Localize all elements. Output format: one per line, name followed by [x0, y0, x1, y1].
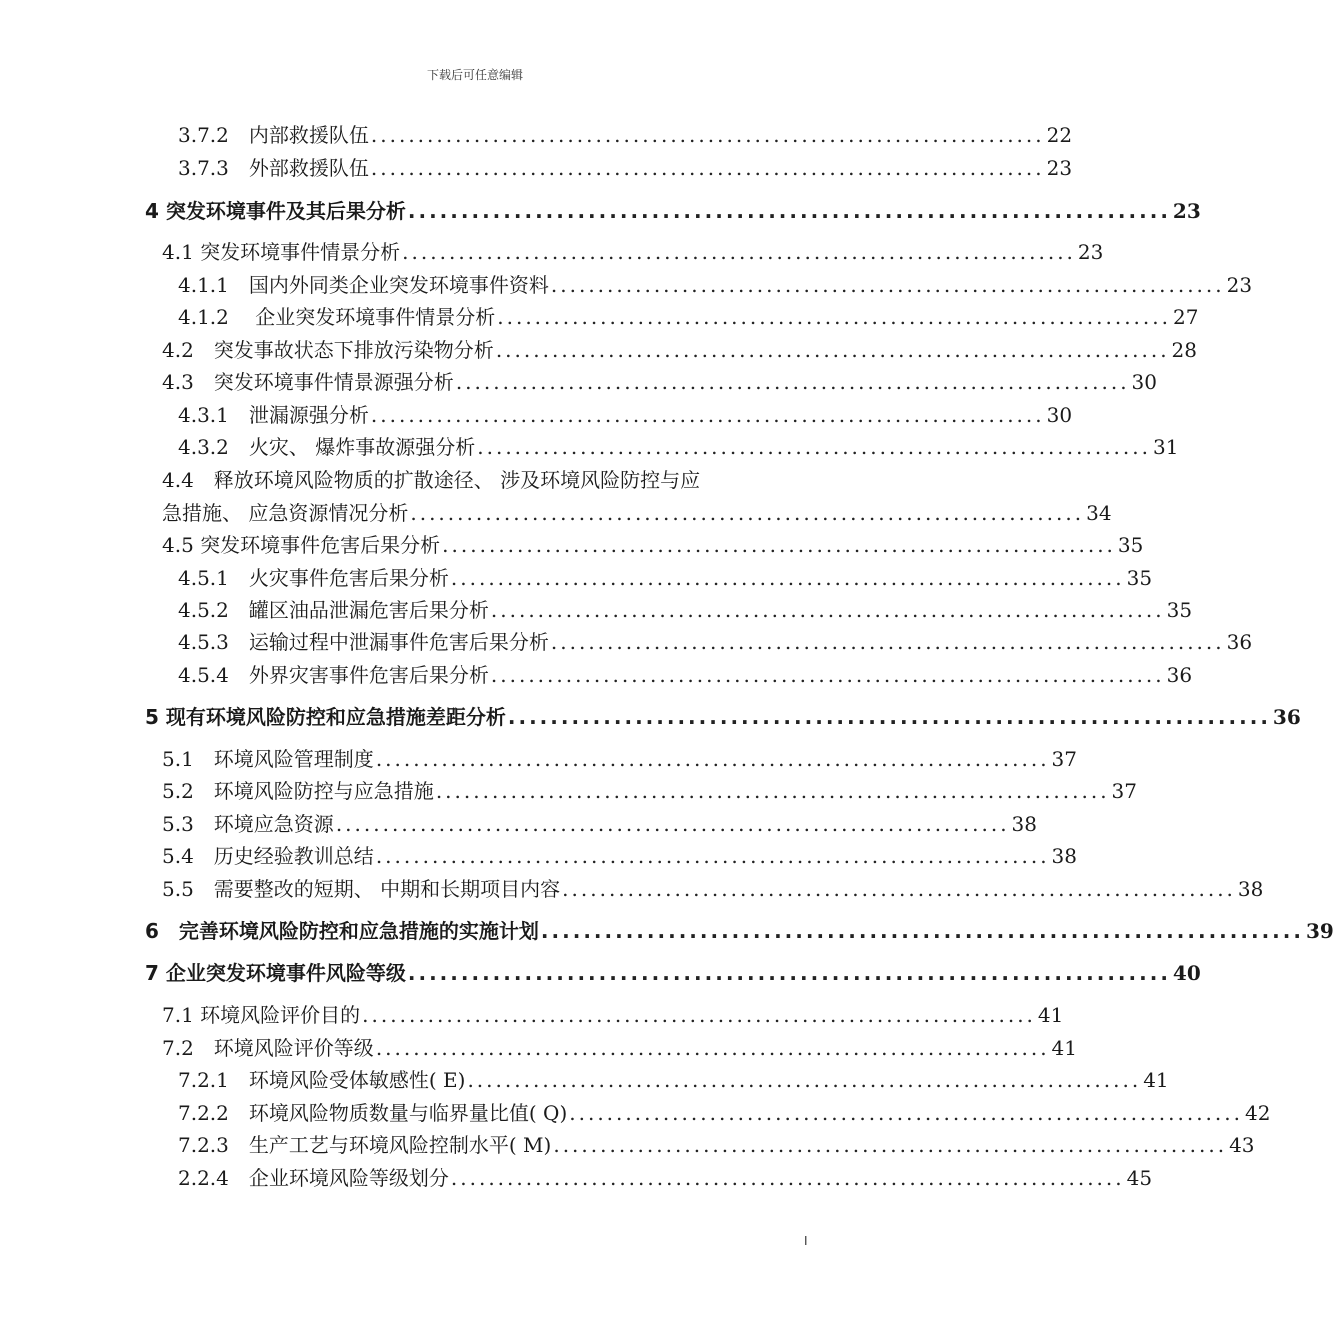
toc-page-number: 41	[1051, 1036, 1077, 1060]
toc-entry-label: 5.1 环境风险管理制度	[162, 747, 374, 771]
toc-entry-7-2[interactable]	[162, 1034, 1077, 1062]
toc-entry-label: 4.3.1 泄漏源强分析	[178, 403, 369, 427]
toc-page-number: 35	[1166, 598, 1193, 622]
toc-entry-7-2-1[interactable]	[178, 1066, 1169, 1094]
toc-dot-leader: ........................................................................	[562, 877, 1236, 901]
toc-dot-leader: ........................................................................	[550, 273, 1225, 297]
toc-dot-leader: ........................................................................	[550, 630, 1225, 654]
toc-dot-leader: ........................................................................	[410, 501, 1085, 525]
toc-entry-label: 7.2 环境风险评价等级	[162, 1036, 374, 1060]
toc-entry-label: 7 企业突发环境事件风险等级	[145, 961, 406, 985]
toc-entry-label: 5.2 环境风险防控与应急措施	[162, 779, 434, 803]
toc-dot-leader: ........................................................................	[442, 533, 1116, 557]
toc-page-number: 28	[1171, 338, 1197, 362]
toc-dot-leader: ........................................................................	[553, 1133, 1228, 1157]
toc-entry-label: 7.2.3 生产工艺与环境风险控制水平( M)	[178, 1133, 552, 1157]
toc-entry-label: 5.3 环境应急资源	[162, 812, 334, 836]
toc-entry-label: 4.3.2 火灾、 爆炸事故源强分析	[178, 435, 476, 459]
toc-page-number: 39	[1305, 919, 1334, 943]
toc-dot-leader: ........................................................................	[490, 663, 1165, 687]
toc-dot-leader: ........................................................................	[569, 1101, 1243, 1125]
toc-dot-leader: ........................................................................	[477, 435, 1151, 459]
page-number: I	[804, 1234, 808, 1248]
toc-entry-label: 5.4 历史经验教训总结	[162, 844, 374, 868]
toc-dot-leader: ........................................................................	[407, 961, 1171, 985]
toc-page-number: 43	[1229, 1133, 1255, 1157]
toc-dot-leader: ........................................................................	[375, 1036, 1050, 1060]
toc-entry-5-2[interactable]	[162, 777, 1137, 805]
toc-entry-4-4-line2[interactable]	[162, 499, 1112, 527]
toc-entry-4-1-1[interactable]	[178, 271, 1253, 299]
toc-entry-3-7-3[interactable]	[178, 154, 1073, 182]
toc-entry-label: 3.7.2 内部救援队伍	[178, 123, 369, 147]
toc-page-number: 38	[1237, 877, 1264, 901]
toc-page-number: 37	[1111, 779, 1137, 803]
toc-dot-leader: ........................................................................	[497, 305, 1171, 329]
toc-entry-7-1[interactable]	[162, 1001, 1064, 1029]
toc-dot-leader: ........................................................................	[370, 403, 1045, 427]
toc-page-number: 41	[1143, 1068, 1169, 1092]
toc-dot-leader: ........................................................................	[402, 240, 1076, 264]
toc-page-number: 36	[1166, 663, 1193, 687]
toc-entry-4-5[interactable]	[162, 531, 1144, 559]
toc-page-number: 30	[1131, 370, 1157, 394]
toc-entry-6[interactable]	[145, 917, 1334, 945]
toc-entry-label: 5 现有环境风险防控和应急措施差距分析	[145, 705, 506, 729]
toc-entry-label: 7.1 环境风险评价目的	[162, 1003, 361, 1027]
toc-page-number: 41	[1037, 1003, 1064, 1027]
toc-page-number: 36	[1272, 705, 1301, 729]
toc-page-number: 27	[1172, 305, 1199, 329]
toc-entry-4-5-1[interactable]	[178, 564, 1153, 592]
toc-page-number: 35	[1126, 566, 1153, 590]
toc-page-number: 38	[1051, 844, 1077, 868]
toc-entry-4-3-1[interactable]	[178, 401, 1073, 429]
toc-entry-5-5[interactable]	[162, 875, 1264, 903]
toc-entry-label: 4.5.3 运输过程中泄漏事件危害后果分析	[178, 630, 549, 654]
toc-dot-leader: ........................................................................	[375, 844, 1050, 868]
toc-entry-7-2-2[interactable]	[178, 1099, 1271, 1127]
toc-page-number: 22	[1046, 123, 1073, 147]
toc-entry-label: 7.2.2 环境风险物质数量与临界量比值( Q)	[178, 1101, 568, 1125]
toc-entry-label: 4.2 突发事故状态下排放污染物分析	[162, 338, 494, 362]
toc-dot-leader: ........................................................................	[455, 370, 1130, 394]
page-header: 下载后可任意编辑	[426, 68, 523, 82]
toc-entry-4-1[interactable]	[162, 238, 1104, 266]
toc-entry-label: 4.1 突发环境事件情景分析	[162, 240, 401, 264]
toc-entry-label: 急措施、 应急资源情况分析	[162, 501, 409, 525]
toc-entry-4-5-3[interactable]	[178, 628, 1253, 656]
toc-dot-leader: ........................................................................	[450, 566, 1125, 590]
toc-page-number: 42	[1244, 1101, 1271, 1125]
toc-page-number: 35	[1117, 533, 1144, 557]
toc-page-number: 31	[1152, 435, 1179, 459]
toc-entry-label: 4.1.2 企业突发环境事件情景分析	[178, 305, 496, 329]
toc-dot-leader: ........................................................................	[370, 123, 1045, 147]
toc-dot-leader: ........................................................................	[435, 779, 1110, 803]
toc-entry-label: 4.1.1 国内外同类企业突发环境事件资料	[178, 273, 549, 297]
toc-dot-leader: ........................................................................	[467, 1068, 1142, 1092]
toc-entry-label: 2.2.4 企业环境风险等级划分	[178, 1166, 449, 1190]
toc-entry-label: 3.7.3 外部救援队伍	[178, 156, 369, 180]
toc-page-number: 45	[1126, 1166, 1153, 1190]
toc-dot-leader: ........................................................................	[362, 1003, 1036, 1027]
toc-page-number: 40	[1172, 961, 1201, 985]
toc-page-number: 37	[1051, 747, 1077, 771]
toc-dot-leader: ........................................................................	[507, 705, 1271, 729]
toc-dot-leader: ........................................................................	[495, 338, 1170, 362]
toc-entry-label: 5.5 需要整改的短期、 中期和长期项目内容	[162, 877, 561, 901]
toc-entry-label: 4.5.4 外界灾害事件危害后果分析	[178, 663, 489, 687]
toc-entry-label: 4 突发环境事件及其后果分析	[145, 199, 406, 223]
toc-entry-label: 4.3 突发环境事件情景源强分析	[162, 370, 454, 394]
toc-entry-4-3[interactable]	[162, 368, 1157, 396]
toc-entry-4-3-2[interactable]	[178, 433, 1179, 461]
toc-page-number: 23	[1046, 156, 1073, 180]
toc-page-number: 23	[1226, 273, 1253, 297]
toc-entry-5-4[interactable]	[162, 842, 1077, 870]
toc-dot-leader: ........................................................................	[450, 1166, 1125, 1190]
toc-entry-2-2-4[interactable]	[178, 1164, 1153, 1192]
toc-dot-leader: ........................................................................	[375, 747, 1050, 771]
toc-dot-leader: ........................................................................	[407, 199, 1171, 223]
toc-entry-4-2[interactable]	[162, 336, 1197, 364]
toc-entry-7-2-3[interactable]	[178, 1131, 1255, 1159]
toc-page-number: 30	[1046, 403, 1073, 427]
toc-entry-4[interactable]	[145, 197, 1201, 225]
toc-entry-7[interactable]	[145, 959, 1201, 987]
toc-entry-4-1-2[interactable]	[178, 303, 1199, 331]
toc-entry-label: 4.5.1 火灾事件危害后果分析	[178, 566, 449, 590]
toc-entry-5-1[interactable]	[162, 745, 1077, 773]
toc-entry-label: 7.2.1 环境风险受体敏感性( E)	[178, 1068, 466, 1092]
toc-dot-leader: ........................................................................	[370, 156, 1045, 180]
toc-entry-4-4-line1[interactable]: 4.4 释放环境风险物质的扩散途径、 涉及环境风险防控与应	[162, 468, 701, 492]
toc-dot-leader: ........................................................................	[335, 812, 1010, 836]
toc-dot-leader: ........................................................................	[540, 919, 1304, 943]
toc-entry-4-5-4[interactable]	[178, 661, 1193, 689]
toc-page-number: 38	[1011, 812, 1037, 836]
toc-entry-5[interactable]	[145, 703, 1301, 731]
toc-entry-label: 6 完善环境风险防控和应急措施的实施计划	[145, 919, 539, 943]
toc-entry-label: 4.5 突发环境事件危害后果分析	[162, 533, 441, 557]
toc-entry-4-5-2[interactable]	[178, 596, 1193, 624]
toc-page-number: 23	[1172, 199, 1201, 223]
toc-page-number: 34	[1086, 501, 1112, 525]
toc-page-number: 23	[1077, 240, 1104, 264]
toc-entry-3-7-2[interactable]	[178, 121, 1073, 149]
toc-entry-label: 4.5.2 罐区油品泄漏危害后果分析	[178, 598, 489, 622]
toc-dot-leader: ........................................................................	[490, 598, 1165, 622]
toc-entry-5-3[interactable]	[162, 810, 1037, 838]
toc-page-number: 36	[1226, 630, 1253, 654]
